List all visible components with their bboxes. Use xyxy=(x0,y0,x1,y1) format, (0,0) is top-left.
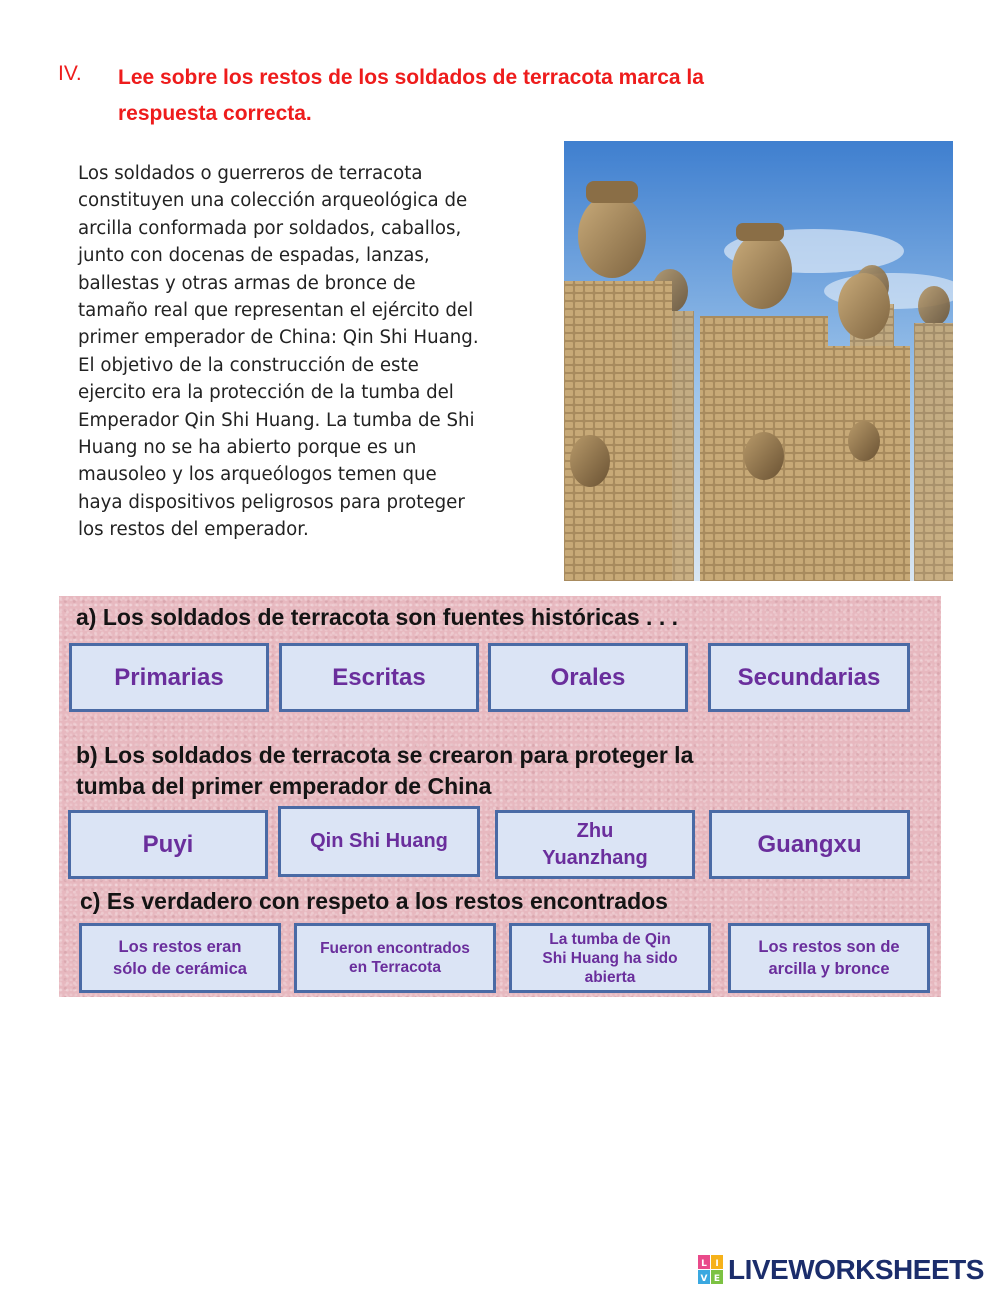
passage-line: Los soldados o guerreros de terracota xyxy=(78,163,423,184)
question-line: a) Los soldados de terracota son fuentes históricas . . . xyxy=(76,604,678,630)
option-c-terracota[interactable] xyxy=(294,923,496,993)
option-b-zhu-yuanzhang[interactable] xyxy=(495,810,695,879)
option-a-orales[interactable] xyxy=(488,643,688,712)
terracota-warriors-photo xyxy=(564,141,953,581)
logo-letter: V xyxy=(700,1274,708,1284)
option-label: Yuanzhang xyxy=(542,846,648,869)
option-c-ceramica[interactable] xyxy=(79,923,281,993)
option-label: La tumba de Qin xyxy=(549,930,671,948)
question-c xyxy=(80,886,668,917)
instruction-heading xyxy=(118,60,878,132)
option-label: Puyi xyxy=(142,830,194,858)
logo-text: LIVEWORKSHEETS xyxy=(728,1254,984,1285)
heading-line: respuesta correcta. xyxy=(118,102,312,125)
option-label: Escritas xyxy=(332,663,426,691)
option-label: Fueron encontrados xyxy=(320,940,470,957)
option-label: abierta xyxy=(584,968,636,986)
passage-line: El objetivo de la construcción de este xyxy=(78,354,419,376)
option-label: sólo de cerámica xyxy=(113,960,247,978)
passage-line: Emperador Qin Shi Huang. La tumba de Shi xyxy=(78,409,475,431)
passage-line: mausoleo y los arqueólogos temen que xyxy=(78,464,437,486)
option-label: Orales xyxy=(550,663,626,691)
passage-line: tamaño real que representan el ejército del xyxy=(78,300,474,322)
option-c-arcilla-bronce[interactable] xyxy=(728,923,930,993)
section-number: IV. xyxy=(58,62,82,85)
logo-letter: E xyxy=(713,1274,721,1284)
question-b xyxy=(76,740,693,802)
option-label: arcilla y bronce xyxy=(768,960,890,978)
logo-letter: I xyxy=(715,1259,719,1269)
option-label: Los restos eran xyxy=(118,938,242,956)
option-a-secundarias[interactable] xyxy=(708,643,910,712)
option-label: en Terracota xyxy=(349,959,441,976)
option-label: Qin Shi Huang xyxy=(310,830,448,852)
liveworksheets-logo[interactable] xyxy=(698,1254,984,1286)
passage-line: ejercito era la protección de la tumba del xyxy=(78,382,454,404)
question-line: tumba del primer emperador de China xyxy=(76,773,492,799)
option-label: Secundarias xyxy=(737,663,881,691)
option-a-escritas[interactable] xyxy=(279,643,479,712)
option-label: Guangxu xyxy=(757,830,862,858)
passage-line: haya dispositivos peligrosos para proteger xyxy=(78,491,465,513)
passage-line: los restos del emperador. xyxy=(78,519,309,541)
reading-passage xyxy=(78,160,548,544)
question-line: b) Los soldados de terracota se crearon para proteger la xyxy=(76,742,694,768)
passage-line: constituyen una colección arqueológica de xyxy=(78,190,468,212)
option-b-qin-shi-huang[interactable] xyxy=(278,806,480,877)
question-a xyxy=(76,602,678,633)
option-label: Los restos son de xyxy=(758,938,900,956)
option-b-puyi[interactable] xyxy=(68,810,268,879)
passage-line: junto con docenas de espadas, lanzas, xyxy=(78,245,430,267)
liveworksheets-logo-icon xyxy=(698,1255,724,1285)
logo-letter: L xyxy=(701,1259,707,1269)
passage-line: primer emperador de China: Qin Shi Huang. xyxy=(78,327,479,349)
option-a-primarias[interactable] xyxy=(69,643,269,712)
passage-line: ballestas y otras armas de bronce de xyxy=(78,272,416,294)
option-label: Zhu xyxy=(576,819,614,842)
question-line: c) Es verdadero con respeto a los restos encontrados xyxy=(80,888,668,914)
option-label: Shi Huang ha sido xyxy=(542,949,678,967)
passage-line: Huang no se ha abierto porque es un xyxy=(78,437,417,459)
option-c-tumba-abierta[interactable] xyxy=(509,923,711,993)
option-b-guangxu[interactable] xyxy=(709,810,910,879)
heading-line: Lee sobre los restos de los soldados de terracota marca la xyxy=(118,66,704,89)
passage-line: arcilla conformada por soldados, caballos, xyxy=(78,217,462,239)
option-label: Primarias xyxy=(114,663,224,691)
